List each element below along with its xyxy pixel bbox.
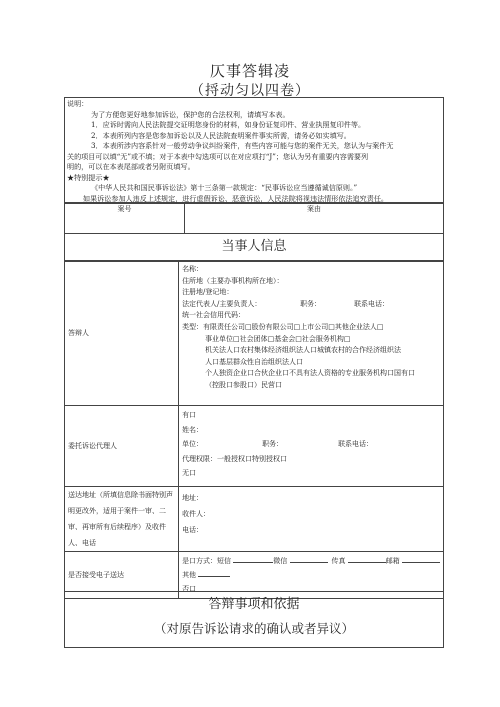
agent-unit-field[interactable]: 单位： (182, 440, 204, 448)
case-table (64, 203, 444, 234)
defendant-name-field[interactable]: 名称： (182, 265, 204, 273)
entity-type-line[interactable]: （控股口参股口）民营口 (205, 380, 283, 389)
wechat-blank[interactable] (290, 556, 328, 563)
electronic-no-checkbox[interactable]: 否口 (182, 585, 197, 593)
sms-blank[interactable] (233, 556, 273, 563)
service-fields (179, 487, 444, 552)
wechat-option[interactable]: 微信 (273, 557, 288, 565)
electronic-service-label: 是否接受电子送达 (65, 552, 179, 599)
rep-position-field[interactable]: 职务： (300, 299, 322, 308)
instruction-line: 1．应诉时需向人民法院提交证明您身份的材料，如身份证复印件、营业执照复印件等。 (91, 120, 366, 129)
service-address-label: 送达地址（所填信息除书面特别声明更改外，适用于案件一审、二审、再审所有后续程序）及收件人、电话 (65, 487, 179, 552)
agent-phone-field[interactable]: 联系电话： (338, 440, 374, 448)
defendant-fields (179, 262, 444, 406)
agent-authority-field[interactable]: 代理权限：一般授权口特别授权口 (182, 454, 288, 463)
service-phone-field[interactable]: 电话： (182, 526, 204, 534)
instructions-label: 说明： (67, 99, 89, 108)
rep-phone-field[interactable]: 联系电话： (354, 299, 390, 308)
other-option[interactable]: 其他 (182, 571, 197, 579)
case-cause-label: 案由 (185, 204, 444, 234)
agent-yes-checkbox[interactable]: 有口 (182, 411, 197, 419)
email-option[interactable]: 邮箱 (385, 557, 400, 565)
defendant-rep-row (182, 299, 440, 311)
agent-name-field[interactable]: 姓名： (182, 425, 204, 434)
instruction-line: 为了方便您更好地参加诉讼，保护您的合法权利，请填写本表。 (91, 109, 290, 119)
entity-type-line[interactable]: 机关法人口农村集体经济组织法人口城镇农村的合作经济组织法 (205, 346, 402, 355)
party-info-heading: 当事人信息 (64, 233, 444, 261)
service-recipient-field[interactable]: 收件人： (182, 510, 211, 518)
electronic-yes-checkbox[interactable]: 是口方式：短信 (182, 557, 232, 565)
defense-heading: 答辩事项和依据 (64, 591, 444, 618)
credit-code-field[interactable]: 统一社会信用代码： (182, 311, 246, 320)
defendant-label: 答辩人 (65, 262, 179, 406)
fax-option[interactable]: 传真 (331, 557, 346, 565)
defendant-registered-field[interactable]: 注册地/登记地： (182, 288, 234, 297)
service-address-field[interactable]: 地址： (182, 494, 204, 502)
agent-label: 委托诉讼代理人 (65, 406, 179, 487)
defendant-address-field[interactable]: 住所地（主要办事机构所在地）： (182, 276, 284, 285)
other-blank[interactable] (198, 570, 230, 577)
defense-subheading: （对原告诉讼请求的确认或者异议） (64, 618, 444, 648)
agent-position-field[interactable]: 职务： (262, 440, 284, 448)
agent-no-checkbox[interactable]: 无口 (182, 469, 197, 477)
entity-type-line[interactable]: 类型：有限责任公司□股份有限公司□上市公司□其他企业法人□ (182, 322, 384, 331)
agent-fields (179, 406, 444, 487)
document-title: 仄事答辑凌 (209, 62, 290, 80)
agent-unit-row (182, 437, 440, 452)
instruction-line: 明的，可以在本表尾部或者另附页填写。 (67, 162, 195, 171)
notice-line: 《中华人民共和国民事诉讼法》第十三条第一款规定：“民事诉讼应当遵循诚信原则。” (91, 183, 358, 192)
entity-type-line[interactable]: 个人独资企业口合伙企业口不具有法人资格的专业服务机构口国有口 (205, 369, 416, 378)
email-blank[interactable] (402, 556, 440, 563)
electronic-yes-row (182, 554, 440, 568)
instruction-line: 3．本表所涉内容系针对一般劳动争议纠纷案件，有些内容可能与您的案件无关，您认为与案件无 (91, 141, 394, 150)
document-subtitle: （捋动匀以四卷） (190, 83, 310, 99)
instructions-box (64, 97, 444, 203)
instruction-line: 2．本表所列内容是您参加诉讼以及人民法院查明案件事实所需，请务必如实填写。 (91, 130, 351, 140)
special-notice-heading: ★特别提示★ (67, 172, 110, 182)
electronic-other-row (182, 568, 440, 582)
party-table (64, 261, 444, 599)
case-number-label: 案号 (65, 204, 185, 234)
entity-type-line[interactable]: 事业单位□社会团体□基金会□社会服务机构□ (205, 334, 351, 343)
instruction-line: 关的项目可以填“无”或不填；对于本表中勾选项可以在对应项打“J”；您认为另有重要内容需要列 (67, 151, 369, 161)
entity-type-line[interactable]: 人口基层群众性自治组织法人口 (205, 357, 304, 366)
notice-line: 如果诉讼参加人违反上述规定，进行虚假诉讼、恶意诉讼，人民法院将视违法情形依法追究责任。 (83, 193, 389, 203)
fax-blank[interactable] (348, 556, 386, 563)
legal-rep-field[interactable]: 法定代表人/主要负责人： (182, 299, 262, 308)
